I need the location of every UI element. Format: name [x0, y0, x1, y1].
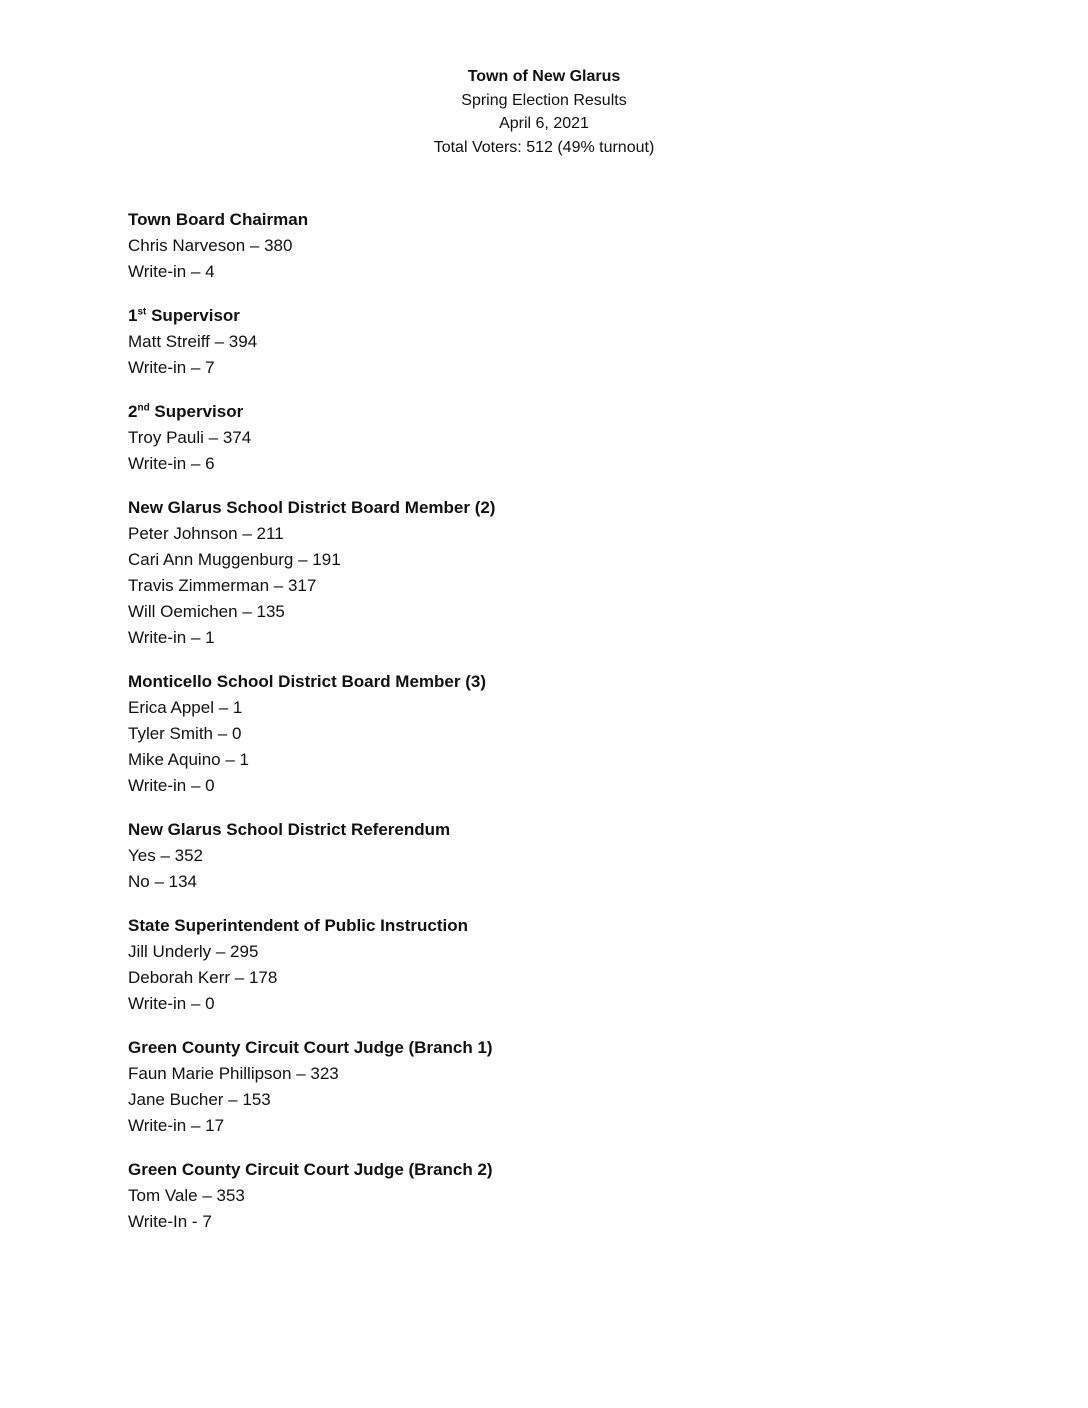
race-section: [128, 495, 1028, 651]
candidate-name: Tyler Smith: [128, 724, 214, 743]
race-title-rest: Supervisor: [146, 306, 240, 325]
vote-count: 317: [287, 576, 317, 595]
candidate-name: Write-in: [128, 262, 187, 281]
vote-count: 394: [228, 332, 258, 351]
race-title-text: Green County Circuit Court Judge (Branch 2): [128, 1160, 493, 1179]
candidate-name: Matt Streiff: [128, 332, 210, 351]
candidate-result: [128, 1183, 1028, 1209]
vote-count: 0: [205, 776, 215, 795]
race-title-text: New Glarus School District Referendum: [128, 820, 451, 839]
race-title: [128, 303, 1028, 329]
result-separator: –: [186, 776, 206, 795]
race-title: [128, 817, 1028, 843]
result-separator: –: [223, 1090, 243, 1109]
result-separator: –: [209, 332, 229, 351]
candidate-result: [128, 573, 1028, 599]
race-title: [128, 495, 1028, 521]
candidate-name: Write-in: [128, 1116, 187, 1135]
vote-count: 135: [256, 602, 285, 621]
race-title-text: 2: [128, 402, 138, 421]
race-title-text: New Glarus School District Board Member (2): [128, 498, 496, 517]
vote-count: 1: [205, 628, 215, 647]
vote-count: 0: [205, 994, 215, 1013]
candidate-result: [128, 451, 1028, 477]
document-title: Town of New Glarus: [467, 68, 621, 85]
race-title-rest: Supervisor: [149, 402, 244, 421]
vote-count: 7: [205, 358, 215, 377]
vote-count: 191: [312, 550, 341, 569]
candidate-result: [128, 695, 1028, 721]
candidate-result: [128, 599, 1028, 625]
candidate-result: [128, 521, 1028, 547]
race-title-text: State Superintendent of Public Instruction: [128, 916, 469, 935]
race-section: [128, 399, 1028, 477]
result-separator: –: [245, 236, 265, 255]
result-separator: –: [186, 1116, 206, 1135]
candidate-result: [128, 843, 1028, 869]
result-separator: –: [214, 698, 233, 717]
race-section: [128, 207, 1028, 285]
vote-count: 353: [216, 1186, 245, 1205]
result-separator: -: [187, 1212, 203, 1231]
vote-count: 374: [222, 428, 252, 447]
candidate-name: Faun Marie Phillipson: [128, 1064, 292, 1083]
candidate-result: [128, 773, 1028, 799]
candidate-result: [128, 939, 1028, 965]
result-separator: –: [186, 454, 206, 473]
ordinal-suffix: nd: [137, 402, 150, 414]
candidate-name: Write-in: [128, 628, 187, 647]
candidate-result: [128, 1209, 1028, 1235]
vote-count: 1: [239, 750, 249, 769]
result-separator: –: [230, 968, 249, 987]
result-separator: –: [291, 1064, 311, 1083]
candidate-result: [128, 233, 1028, 259]
results-list: [128, 207, 1028, 1253]
candidate-name: Erica Appel: [128, 698, 214, 717]
vote-count: 153: [242, 1090, 271, 1109]
candidate-name: Troy Pauli: [128, 428, 204, 447]
candidate-name: Jane Bucher: [128, 1090, 224, 1109]
document-subtitle: Spring Election Results: [461, 91, 627, 109]
total-voters: Total Voters: 512 (49% turnout): [433, 138, 655, 156]
vote-count: 6: [205, 454, 215, 473]
result-separator: –: [293, 550, 313, 569]
candidate-result: [128, 1087, 1028, 1113]
candidate-name: Deborah Kerr: [128, 968, 231, 987]
candidate-name: Peter Johnson: [128, 524, 238, 543]
result-separator: –: [149, 872, 169, 891]
result-separator: –: [186, 628, 206, 647]
vote-count: 380: [264, 236, 293, 255]
race-title: [128, 913, 1028, 939]
result-separator: –: [203, 428, 223, 447]
candidate-name: Write-in: [128, 776, 187, 795]
candidate-name: Write-In: [128, 1212, 188, 1231]
result-separator: –: [155, 846, 175, 865]
race-section: [128, 913, 1028, 1017]
race-section: [128, 303, 1028, 381]
result-separator: –: [269, 576, 288, 595]
result-separator: –: [186, 262, 206, 281]
candidate-result: [128, 991, 1028, 1017]
result-separator: –: [186, 358, 206, 377]
race-title-text: Monticello School District Board Member (3): [128, 672, 486, 691]
candidate-result: [128, 625, 1028, 651]
candidate-name: Chris Narveson: [128, 236, 246, 255]
candidate-name: Tom Vale: [128, 1186, 198, 1205]
race-title: [128, 669, 1028, 695]
vote-count: 134: [168, 872, 198, 891]
race-title-text: 1: [128, 306, 138, 325]
candidate-name: Write-in: [128, 994, 187, 1013]
vote-count: 7: [202, 1212, 212, 1231]
candidate-result: [128, 1061, 1028, 1087]
document-header: [0, 65, 1088, 159]
vote-count: 17: [205, 1116, 225, 1135]
candidate-result: [128, 259, 1028, 285]
race-title-text: Town Board Chairman: [128, 210, 309, 229]
race-title-text: Green County Circuit Court Judge (Branch 1): [128, 1038, 493, 1057]
result-separator: –: [197, 1186, 217, 1205]
election-date: April 6, 2021: [499, 115, 589, 132]
result-separator: –: [213, 724, 232, 743]
candidate-name: Jill Underly: [128, 942, 212, 961]
result-separator: –: [211, 942, 231, 961]
vote-count: 4: [205, 262, 215, 281]
candidate-result: [128, 547, 1028, 573]
vote-count: 323: [310, 1064, 339, 1083]
candidate-result: [128, 747, 1028, 773]
candidate-name: Yes: [128, 846, 156, 865]
candidate-result: [128, 965, 1028, 991]
race-section: [128, 1157, 1028, 1235]
result-separator: –: [237, 602, 257, 621]
vote-count: 1: [232, 698, 243, 717]
race-section: [128, 1035, 1028, 1139]
candidate-name: Mike Aquino: [128, 750, 221, 769]
ordinal-suffix: st: [137, 306, 147, 318]
candidate-name: Will Oemichen: [128, 602, 238, 621]
candidate-name: Cari Ann Muggenburg: [128, 550, 294, 569]
vote-count: 295: [230, 942, 259, 961]
race-title: [128, 1157, 1028, 1183]
race-title: [128, 399, 1028, 425]
result-separator: –: [186, 994, 206, 1013]
race-section: [128, 669, 1028, 799]
candidate-result: [128, 425, 1028, 451]
race-title: [128, 1035, 1028, 1061]
candidate-result: [128, 355, 1028, 381]
vote-count: 211: [256, 524, 284, 543]
vote-count: 178: [248, 968, 278, 987]
result-separator: –: [220, 750, 240, 769]
candidate-result: [128, 329, 1028, 355]
candidate-result: [128, 721, 1028, 747]
race-title: [128, 207, 1028, 233]
candidate-name: Travis Zimmerman: [128, 576, 270, 595]
candidate-result: [128, 1113, 1028, 1139]
vote-count: 352: [174, 846, 204, 865]
race-section: [128, 817, 1028, 895]
candidate-name: Write-in: [128, 454, 187, 473]
vote-count: 0: [231, 724, 242, 743]
result-separator: –: [237, 524, 257, 543]
candidate-result: [128, 869, 1028, 895]
candidate-name: No: [128, 872, 150, 891]
candidate-name: Write-in: [128, 358, 187, 377]
